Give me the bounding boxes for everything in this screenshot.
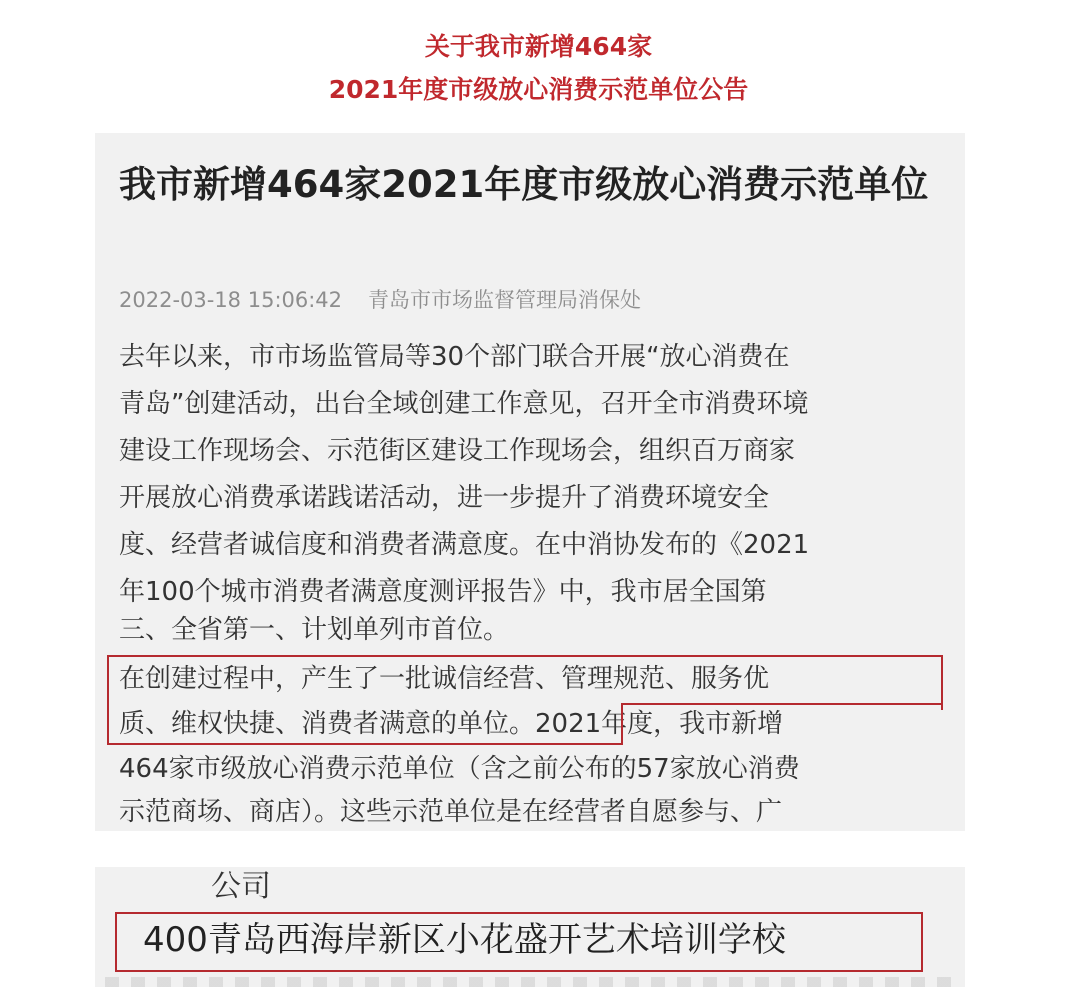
body-line: 开展放心消费承诺践诺活动，进一步提升了消费环境安全 <box>119 483 770 513</box>
article-date: 2022-03-18 15:06:42 <box>119 288 343 312</box>
body-line: 青岛”创建活动，出台全域创建工作意见，召开全市消费环境 <box>119 389 809 419</box>
article-meta <box>119 285 641 315</box>
article-screenshot <box>95 133 965 831</box>
body-line: 464家市级放心消费示范单位（含之前公布的57家放心消费 <box>119 754 800 784</box>
body-line: 示范商场、商店）。这些示范单位是在经营者自愿参与、广 <box>119 797 783 827</box>
highlight-box-step <box>621 703 943 705</box>
body-line: 去年以来，市市场监管局等30个部门联合开展“放心消费在 <box>119 342 790 372</box>
excerpt-screenshot <box>95 867 965 987</box>
highlight-box-top <box>107 655 943 710</box>
article-source: 青岛市市场监督管理局消保处 <box>368 288 642 312</box>
body-line: 度、经营者诚信度和消费者满意度。在中消协发布的《2021 <box>119 530 810 560</box>
cropped-next-line <box>105 977 955 987</box>
partial-company-text: 公司 <box>211 869 271 904</box>
body-line: 建设工作现场会、示范街区建设工作现场会，组织百万商家 <box>119 436 796 466</box>
notice-title-line1: 关于我市新增464家 <box>424 32 653 61</box>
body-line: 年100个城市消费者满意度测评报告》中，我市居全国第 <box>119 577 767 607</box>
listed-unit-item: 400青岛西海岸新区小花盛开艺术培训学校 <box>143 920 786 960</box>
notice-title-line2: 2021年度市级放心消费示范单位公告 <box>328 75 749 104</box>
body-line: 三、全省第一、计划单列市首位。 <box>119 615 510 645</box>
body-line: 质、维权快捷、消费者满意的单位。2021年度，我市新增 <box>119 709 784 739</box>
highlight-box-bottom <box>107 703 623 745</box>
body-line: 在创建过程中，产生了一批诚信经营、管理规范、服务优 <box>119 664 770 694</box>
article-title: 我市新增464家2021年度市级放心消费示范单位 <box>119 163 929 206</box>
